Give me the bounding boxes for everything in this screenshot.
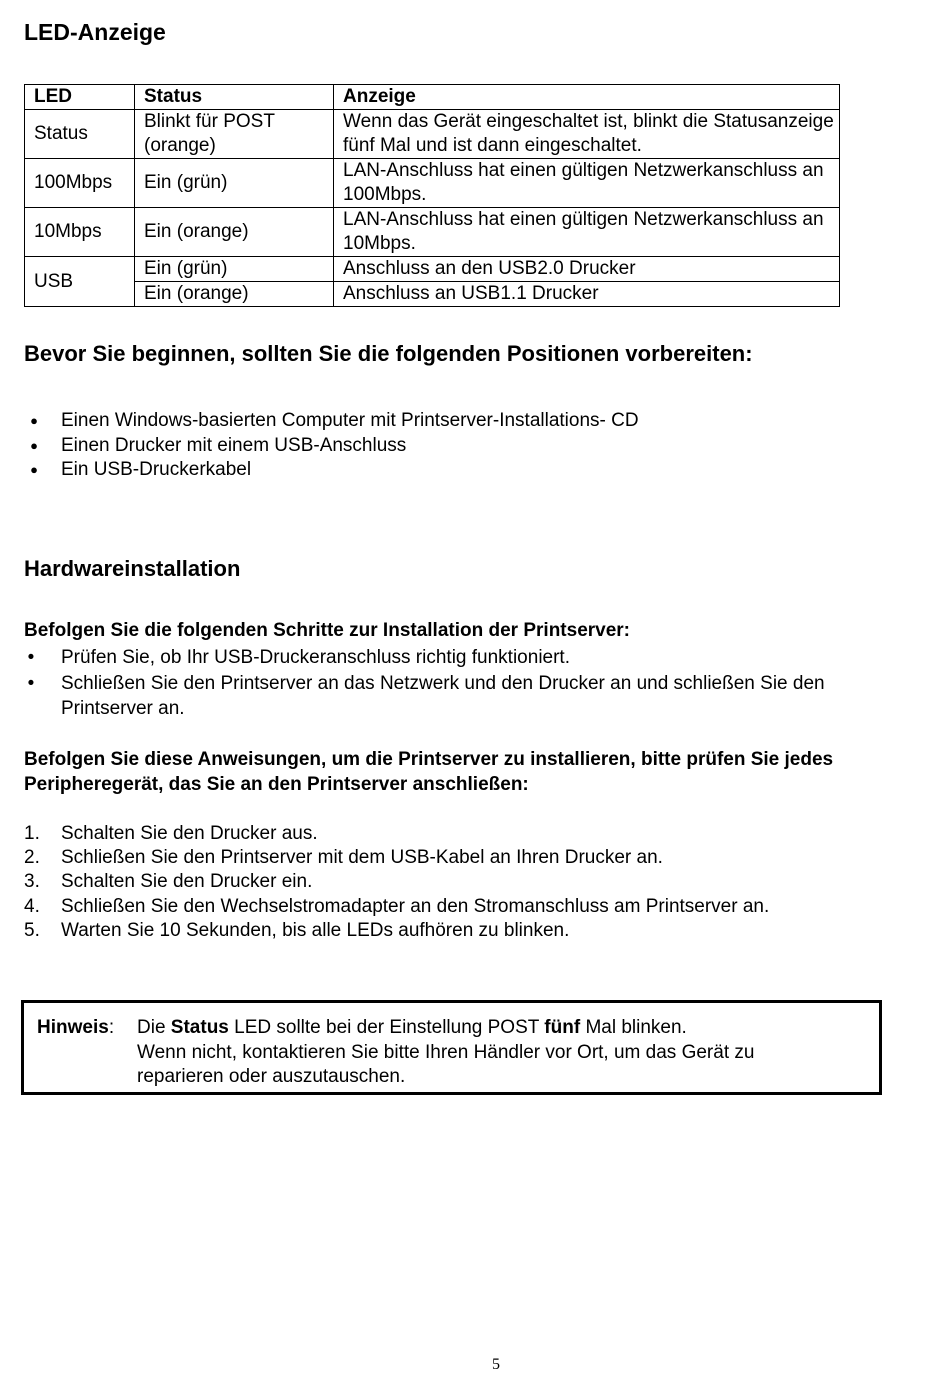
display-cell: Anschluss an USB1.1 Drucker — [334, 282, 840, 307]
step-number: 4. — [24, 895, 40, 917]
list-item — [24, 458, 639, 483]
led-cell: USB — [25, 257, 135, 307]
status-cell: Blinkt für POST (orange) — [135, 110, 334, 159]
instructions-intro: Befolgen Sie diese Anweisungen, um die Printserver zu installieren, bitte prüfen Sie jedes Peripheregerät, das Sie an den Printserver anschließen: — [24, 749, 834, 795]
prep-list — [24, 409, 639, 483]
table-row — [25, 257, 840, 282]
note-line-1 — [137, 1016, 837, 1041]
prep-section-title: Bevor Sie beginnen, sollten Sie die folgenden Positionen vorbereiten: — [24, 341, 753, 366]
list-item-text: Prüfen Sie, ob Ihr USB-Druckeranschluss richtig funktioniert. — [61, 647, 570, 668]
note-text: Die — [137, 1017, 171, 1038]
table-header-row — [25, 85, 840, 110]
list-item-text: Ein USB-Druckerkabel — [61, 459, 252, 480]
led-table — [24, 84, 840, 307]
note-line-2: Wenn nicht, kontaktieren Sie bitte Ihren Händler vor Ort, um das Gerät zu reparieren oder auszutauschen. — [137, 1041, 755, 1087]
list-item-text: Schließen Sie den Printserver an das Netzwerk und den Drucker an und schließen Sie den Printserver an. — [61, 672, 825, 719]
hardware-section-title: Hardwareinstallation — [24, 556, 241, 581]
column-header-led: LED — [25, 85, 135, 110]
status-cell: Ein (orange) — [135, 208, 334, 257]
page-number: 5 — [492, 1356, 500, 1373]
list-item — [24, 846, 769, 870]
step-number: 3. — [24, 871, 40, 893]
note-text: LED sollte bei der Einstellung POST — [228, 1017, 545, 1038]
table-row — [25, 208, 840, 257]
note-label-text: Hinweis — [37, 1017, 109, 1038]
led-cell: Status — [25, 110, 135, 159]
note-text: Mal blinken. — [580, 1017, 687, 1038]
bullet-icon: • — [27, 672, 35, 694]
status-cell: Ein (orange) — [135, 282, 334, 307]
list-item — [24, 822, 769, 846]
led-cell: 10Mbps — [25, 208, 135, 257]
bullet-icon: ● — [30, 462, 38, 477]
bullet-icon: • — [27, 647, 35, 668]
note-label — [37, 1016, 114, 1041]
list-item — [24, 409, 639, 434]
step-number: 5. — [24, 919, 40, 941]
list-item — [24, 671, 914, 722]
numbered-steps — [24, 822, 769, 943]
led-section-title: LED-Anzeige — [24, 19, 166, 45]
step-number: 2. — [24, 847, 40, 869]
note-box — [21, 1000, 882, 1095]
check-list — [24, 645, 914, 722]
list-item — [24, 870, 769, 894]
list-item — [24, 645, 914, 671]
list-item — [24, 919, 769, 943]
step-text: Schließen Sie den Printserver mit dem USB-Kabel an Ihren Drucker an. — [61, 847, 663, 869]
steps-intro: Befolgen Sie die folgenden Schritte zur Installation der Printserver: — [24, 620, 631, 641]
step-number: 1. — [24, 823, 40, 844]
table-row — [25, 159, 840, 208]
table-row — [25, 282, 840, 307]
list-item — [24, 895, 769, 919]
display-cell: LAN-Anschluss hat einen gültigen Netzwerkanschluss an 10Mbps. — [334, 208, 840, 257]
list-item — [24, 434, 639, 459]
status-cell: Ein (grün) — [135, 257, 334, 282]
note-emphasis: fünf — [544, 1017, 581, 1038]
step-text: Schließen Sie den Wechselstromadapter an den Stromanschluss am Printserver an. — [61, 895, 770, 917]
step-text: Schalten Sie den Drucker aus. — [61, 823, 318, 844]
table-row — [25, 110, 840, 159]
note-emphasis: Status — [170, 1017, 229, 1038]
list-item-text: Einen Drucker mit einem USB-Anschluss — [61, 434, 407, 456]
step-text: Warten Sie 10 Sekunden, bis alle LEDs aufhören zu blinken. — [61, 919, 570, 941]
column-header-display: Anzeige — [334, 85, 840, 110]
column-header-status: Status — [135, 85, 334, 110]
bullet-icon: ● — [30, 413, 38, 428]
note-label-colon: : — [108, 1017, 115, 1038]
step-text: Schalten Sie den Drucker ein. — [61, 871, 313, 893]
display-cell: Anschluss an den USB2.0 Drucker — [334, 257, 840, 282]
status-cell: Ein (grün) — [135, 159, 334, 208]
display-cell: LAN-Anschluss hat einen gültigen Netzwerkanschluss an 100Mbps. — [334, 159, 840, 208]
display-cell: Wenn das Gerät eingeschaltet ist, blinkt die Statusanzeige fünf Mal und ist dann eingeschaltet. — [334, 110, 840, 159]
bullet-icon: ● — [30, 437, 38, 453]
led-cell: 100Mbps — [25, 159, 135, 208]
note-body — [137, 1016, 837, 1090]
list-item-text: Einen Windows-basierten Computer mit Printserver-Installations- CD — [61, 410, 639, 431]
